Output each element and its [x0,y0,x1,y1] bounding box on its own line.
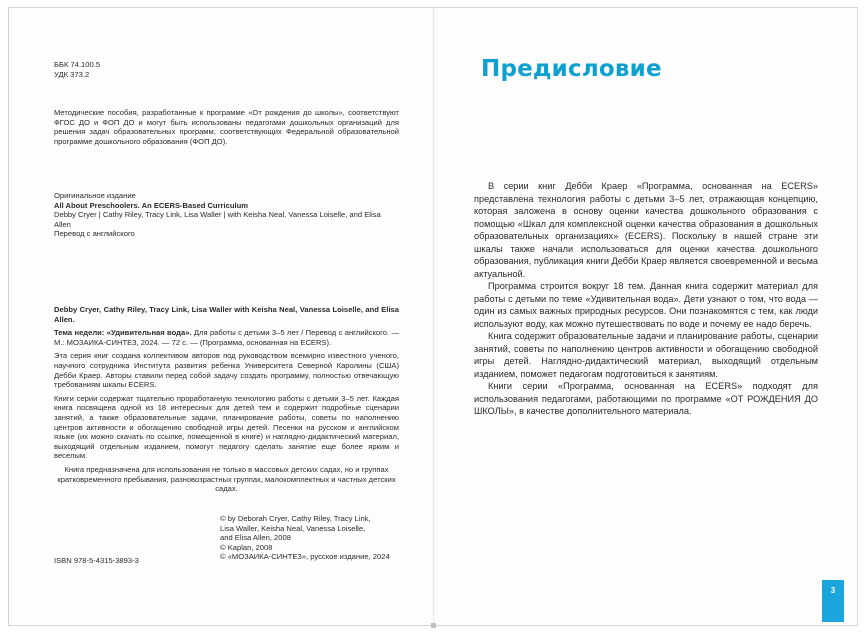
book-spread [8,7,858,626]
page-number: 3 [822,580,844,622]
catalog-title-rest: Для работы с детьми 3–5 лет / Перевод с английского. — М.: МОЗАИКА-СИНТЕЗ, 2024. — 72 с. — (Программа, основанная на ECERS). [54,328,399,347]
catalog-authors: Debby Cryer, Cathy Riley, Tracy Link, Lisa Waller with Keisha Neal, Vanessa Loiselle, and Elisa Allen. [54,305,399,324]
catalog-record [54,305,399,498]
catalog-title-bold: Тема недели: «Удивительная вода». [54,328,192,338]
preface-paragraph: Книги серии «Программа, основанная на ECERS» подходят для использования педагогами, работающими по программе «ОТ РОЖДЕНИЯ ДО ШКОЛЫ», в качестве дополнительного материала. [474,381,818,416]
catalog-title [54,328,399,347]
original-label: Оригинальное издание [54,191,136,200]
right-page [433,8,857,625]
original-edition [54,191,399,239]
catalog-paragraph-1: Эта серия книг создана коллективом авторов под руководством всемирно известного ученого, научного сотрудника Института развития ребенка Университета Северной Каролины (США) Дебби Краер. Авторы ставили перед собой задачу создать программу, полностью отвечающую требованиям шкалы ECERS. [54,351,399,390]
copyright-line: © Kaplan, 2008 [220,542,273,552]
copyright-line: © by Deborah Cryer, Cathy Riley, Tracy Link, [220,514,371,523]
udk-code: УДК 373.2 [54,69,90,79]
preface-paragraph: Книга содержит образовательные задачи и планирование работы, сценарии занятий, советы по наполнению центров активности и обогащению свободной игры детей. Наглядно-дидактический материал, выходящий отдельным изданием, поможет педагогам подготовиться к занятиям. [474,331,818,379]
catalog-paragraph-3: Книга предназначена для использования не только в массовых детских садах, но и группах кратковременного пребывания, разновозрастных группах, малокомплектных и частных детских садах. [57,464,396,494]
preface-paragraph: В серии книг Дебби Краер «Программа, основанная на ECERS» представлена технология работы с детьми 3–5 лет, отражающая концепцию, которая заложена в основу оценки качества дошкольного образования с помощью «Шкал для комплексной оценки качества образования в дошкольных образовательных организациях» (ECERS). Поскольку в нашей стране эти шкалы также начали использоваться для оценки качества дошкольного образования, публикация книги Дебби Краер является своевременной и весьма актуальной. [474,181,818,279]
preface-paragraph: Программа строится вокруг 18 тем. Данная книга содержит материал для работы с детьми по теме «Удивительная вода». Дети узнают о том, что вода — один из самых важных природных ресурсов. Они познакомятся с тем, как люди используют воду, как можно путешествовать по воде и почему ее надо беречь. [474,281,818,329]
isbn: ISBN 978-5-4315-3893-3 [54,556,139,565]
bbk-code: ББК 74.100.5 [54,60,101,69]
annotation: Методические пособия, разработанные к программе «От рождения до школы», соответствуют ФГОС ДО и ФОП ДО и могут быть использованы педагогами дошкольных организаций для решения задач образовательных программ, соответствующих Федеральной образовательной программе дошкольного образования (ФОП ДО). [54,108,399,146]
left-page [9,8,433,625]
catalog-paragraph-2: Книги серии содержат тщательно проработанную технологию работы с детьми 3–5 лет. Каждая книга посвящена одной из 18 интересных для детей тем и содержит подробные сценарии занятий, а также образовательные задачи, планирование работы, советы по наполнению центров активности и обогащению свободной игры детей. Песенки на русском и английском языке (их можно скачать по ссылке, помещенной в книге) и наглядно-дидактический материал, выходящий отдельным изданием, помогут педагогу сделать занятие еще более ярким и веселым. [54,393,399,461]
classification-codes [54,60,399,79]
copyright-line: and Elisa Allen, 2008 [220,533,291,543]
original-authors: Debby Cryer | Cathy Riley, Tracy Link, Lisa Waller | with Keisha Neal, Vanessa Loiselle, and Elisa Allen [54,210,381,229]
original-title: All About Preschoolers. An ECERS-Based Curriculum [54,200,248,210]
copyright-line: © «МОЗАИКА-СИНТЕЗ», русское издание, 2024 [220,552,390,562]
copyright-line: Lisa Waller, Keisha Neal, Vanessa Loiselle, [220,523,366,533]
page-title: Предисловие [481,56,662,82]
translation-note: Перевод с английского [54,229,135,239]
preface-text [474,180,818,418]
copyright-block [220,514,410,562]
